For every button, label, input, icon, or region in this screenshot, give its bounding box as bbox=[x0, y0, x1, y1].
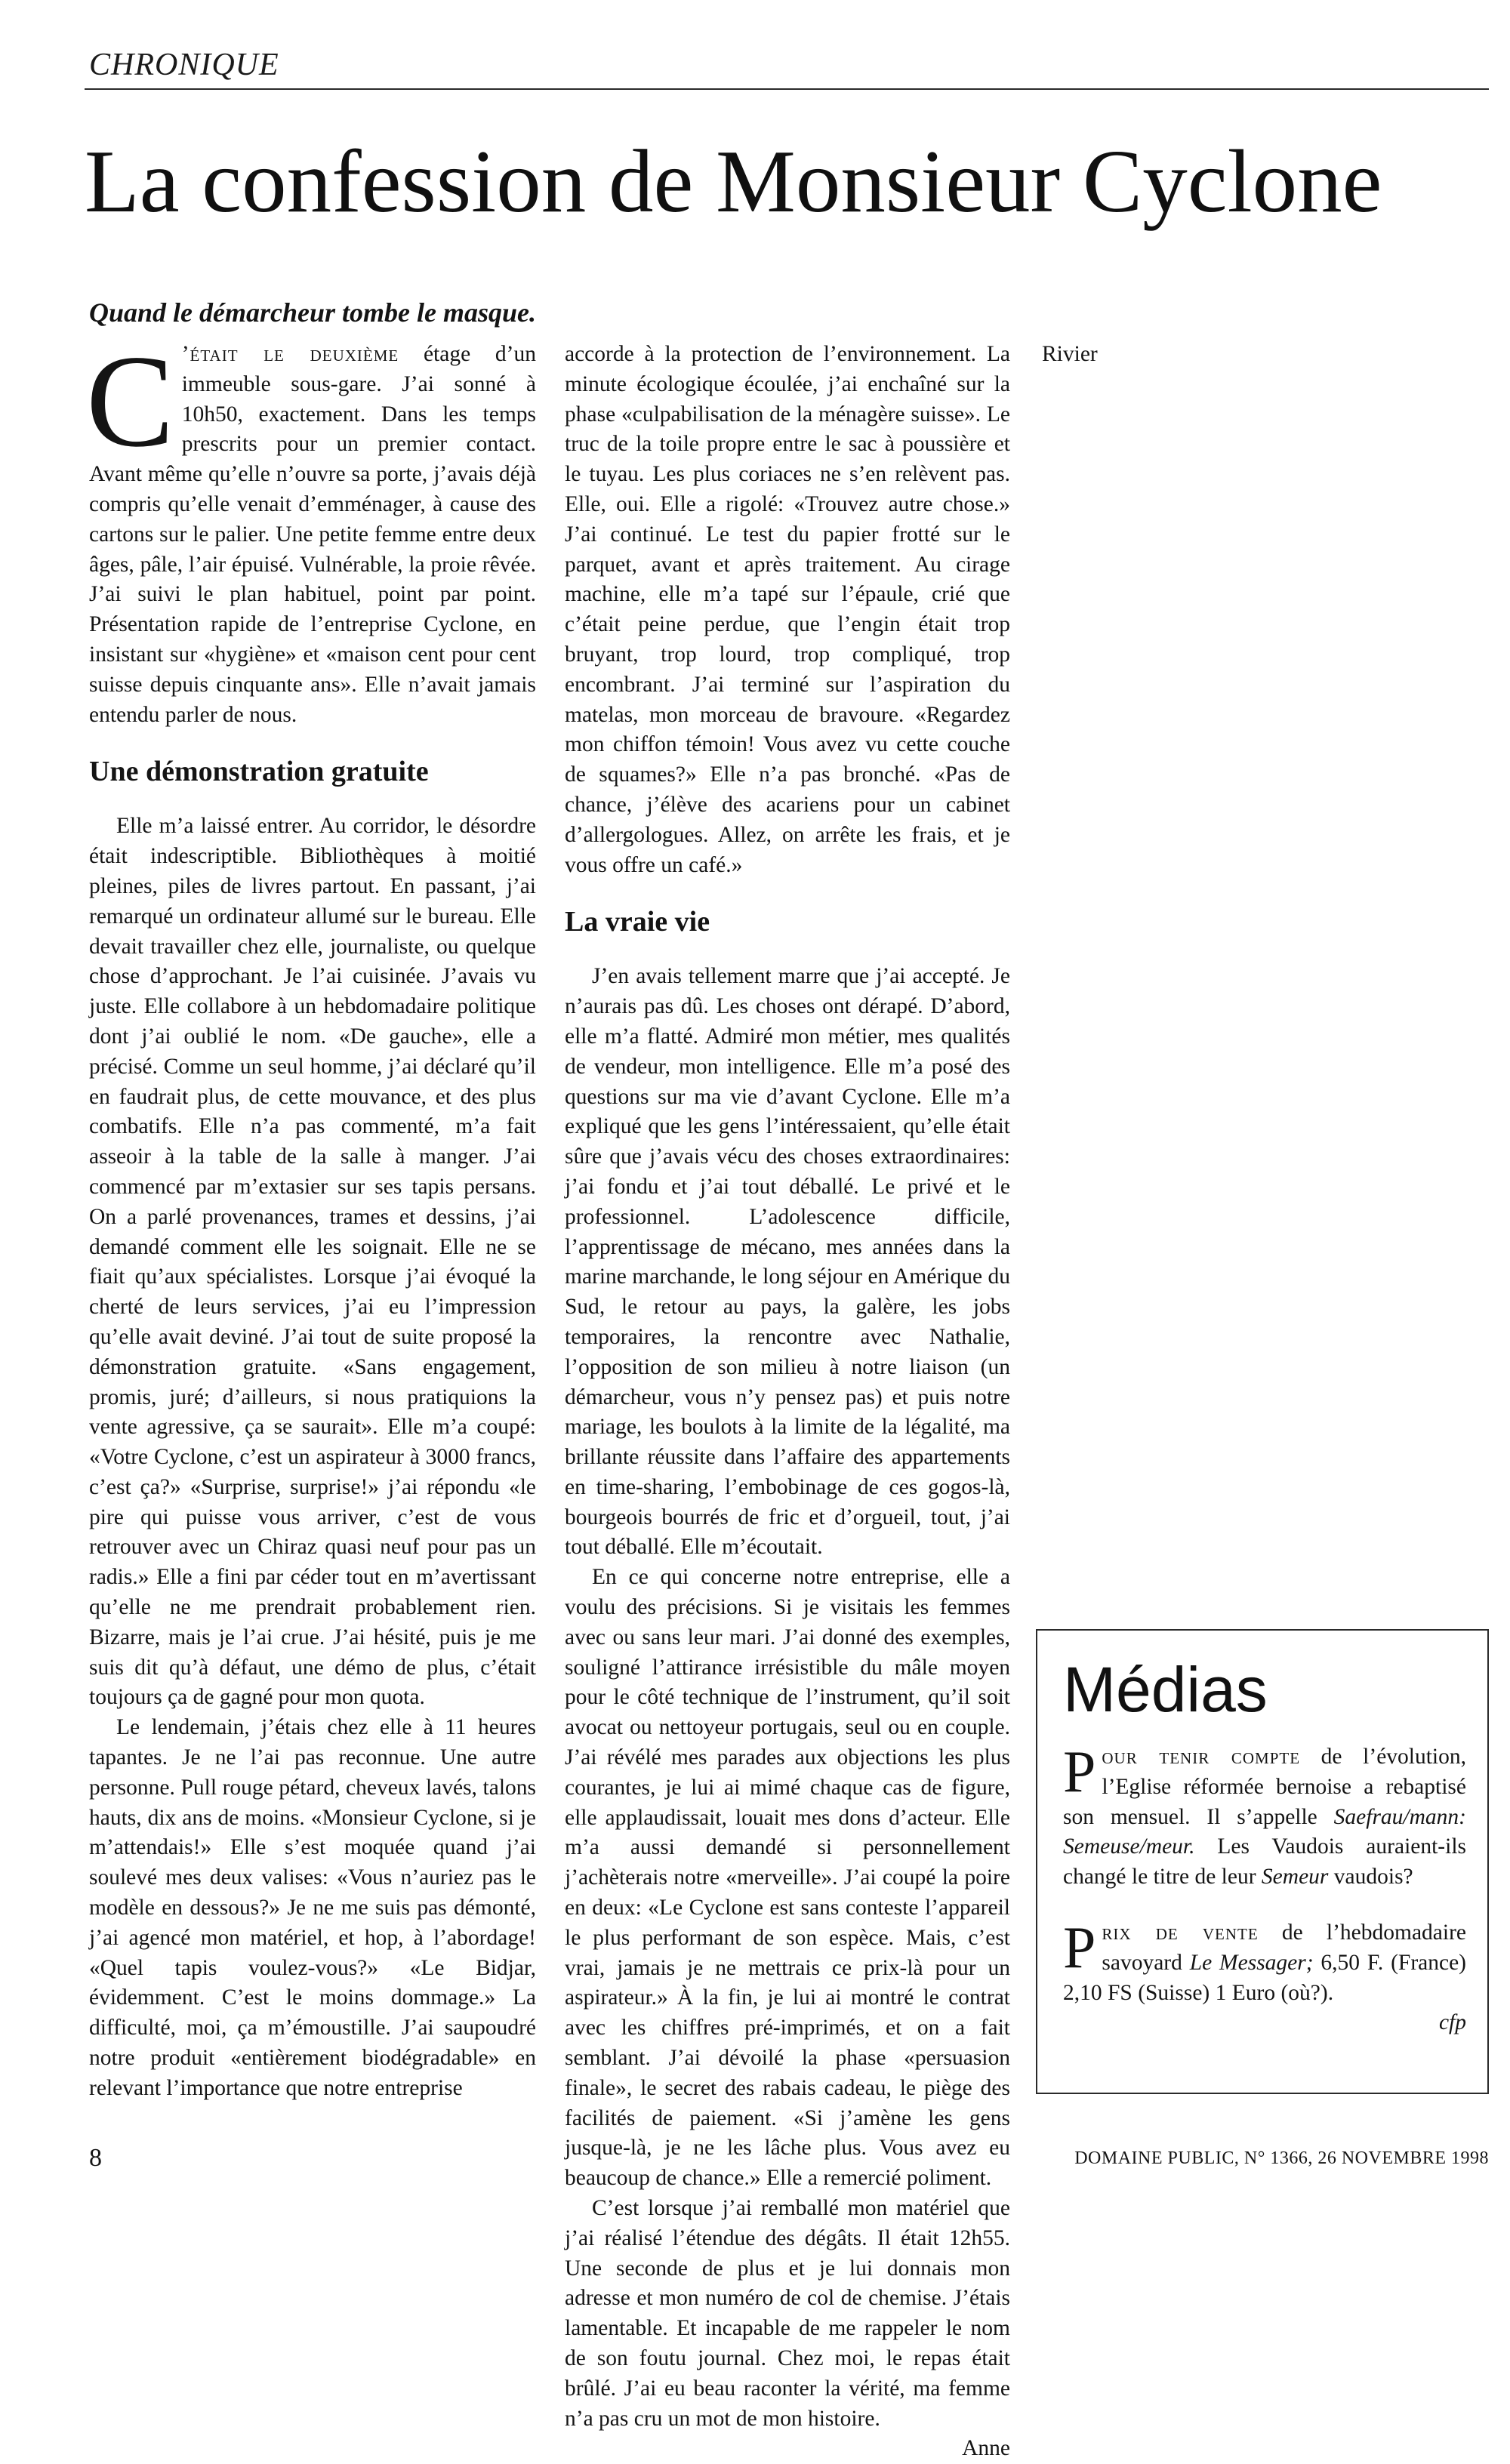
item-text: vaudois? bbox=[1328, 1865, 1413, 1890]
article-author-cont: Rivier bbox=[1042, 342, 1098, 366]
article-column-1 bbox=[86, 328, 536, 2104]
lead-smallcaps: rix de vente bbox=[1102, 1920, 1259, 1945]
lead-smallcaps: ’était le deuxième bbox=[181, 342, 399, 366]
publication-footer: DOMAINE PUBLIC, N° 1366, 26 NOVEMBRE 1998 bbox=[1074, 2148, 1489, 2168]
article-paragraph-5: En ce qui concerne notre entreprise, elle a voulu des précisions. Si je visitais les femmes avec ou sans leur mari. J’ai donné des exemples, souligné l’attirance irrésistible du mâle moyen pour le côté technique de l’instrument, qu’il soit avocat ou nettoyeur portugais, seul ou en couple. J’ai révélé mes parades aux objections les plus courantes, je lui ai mimé chaque cas de figure, elle applaudissait, louait mes dons d’acteur. Elle m’a aussi demandé si personnellement j’achèterais notre «merveille». J’ai coupé la poire en deux: «Le Cyclone est sans conteste l’appareil le plus performant de son espèce. Mais, c’est vrai, jamais je ne mettrais ce prix-là pour un aspirateur.» À la fin, je lui ai montré le contrat avec les chiffres pré-imprimés, et on a fait semblant. J’ai dévoilé la phase «persuasion finale», le secret des rabais cadeau, le piège des facilités de paiement. «Si j’amène les gens jusque-là, je ne les lâche plus. Vous avez eu beaucoup de chance.» Elle a remercié poliment. bbox=[565, 1565, 1010, 2191]
article-paragraph-3-cont: accorde à la protection de l’environnement. La minute écologique écoulée, j’ai enchaîné sur la phase «culpabilisation de la ménagère suisse». Le truc de la toile propre entre le sac à poussière et le tuyau. Les plus coriaces ne s’en relèvent pas. Elle, oui. Elle a rigolé: «Trouvez autre chose.» J’ai continué. Le test du papier frotté sur le parquet, avant et après traitement. Au cirage machine, elle m’a tapé sur l’épaule, crié que c’était peine perdue, que l’engin était trop bruyant, trop lourd, trop compliqué, trop encombrant. J’ai terminé sur l’aspiration du matelas, mon morceau de bravoure. «Regardez mon chiffon témoin! Vous avez vu cette couche de squames?» Elle n’a pas bronché. «Pas de chance, j’élève des acariens pour un cabinet d’allergologues. Allez, on arrête les frais, et je vous offre un café.» bbox=[565, 342, 1010, 877]
medias-box bbox=[1036, 1629, 1489, 2094]
lead-smallcaps: our tenir compte bbox=[1102, 1745, 1301, 1769]
rubric-divider bbox=[85, 88, 1489, 90]
drop-cap: P bbox=[1063, 1914, 1096, 1980]
article-author: Anne bbox=[962, 2436, 1010, 2461]
item-text: Les Vaudois auraient-ils changé le titre de leur bbox=[1063, 1834, 1466, 1890]
item-italic: Semeur bbox=[1261, 1865, 1329, 1890]
section-rubric: CHRONIQUE bbox=[89, 48, 279, 82]
article-subhead: Quand le démarcheur tombe le masque. bbox=[89, 297, 536, 328]
article-paragraph-1 bbox=[86, 328, 536, 730]
paragraph-text: étage d’un immeuble sous-gare. J’ai sonné à 10h50, exactement. Dans les temps prescrits pour un premier contact. Avant même qu’elle n’ouvre sa porte, j’avais déjà compris qu’elle venait d’emménager, à cause des cartons sur le palier. Une petite femme entre deux âges, pâle, l’air épuisé. Vulnérable, la proie rêvée. J’ai suivi le plan habituel, point par point. Présentation rapide de l’entreprise Cyclone, en insistant sur «hygiène» et «maison cent pour cent suisse depuis cinquante ans». Elle n’avait jamais entendu parler de nous. bbox=[89, 342, 536, 727]
medias-title: Médias bbox=[1063, 1654, 1268, 1725]
item-text: 6,50 F. (France) 2,10 FS (Suisse) 1 Euro (où?). bbox=[1063, 1950, 1467, 2005]
section-heading-vraie-vie: La vraie vie bbox=[565, 906, 710, 938]
item-text: de l’évolution, l’Eglise réformée bernoise a rebaptisé son mensuel. Il s’appelle bbox=[1063, 1745, 1466, 1829]
article-paragraph-6: C’est lorsque j’ai remballé mon matériel que j’ai réalisé l’étendue des dégâts. Il était 12h55. Une seconde de plus et je lui donnais mon adresse et mon numéro de col de chemise. J’étais lamentable. Et incapable de me rappeler le nom de son foutu journal. Chez moi, le repas était brûlé. J’ai eu beau raconter la vérité, ma femme n’a pas cru un mot de mon histoire. bbox=[565, 2196, 1010, 2431]
article-headline: La confession de Monsieur Cyclone bbox=[85, 131, 1382, 231]
medias-item-2 bbox=[1063, 1914, 1467, 2008]
drop-cap: C bbox=[86, 328, 174, 474]
item-italic: Saefrau/mann: Semeuse/meur. bbox=[1063, 1804, 1466, 1859]
article-column-3 bbox=[1042, 340, 1487, 370]
article-paragraph-4: J’en avais tellement marre que j’ai accepté. Je n’aurais pas dû. Les choses ont dérapé. D’abord, elle m’a flatté. Admiré mon métier, mes qualités de vendeur, mon intelligence. Elle m’a posé des questions sur ma vie d’avant Cyclone. Elle m’a expliqué que les gens l’intéressaient, qu’elle était sûre que j’avais vécu des choses extraordinaires: j’ai fondu et j’ai tout déballé. Le privé et le professionnel. L’adolescence difficile, l’apprentissage de mécano, mes années dans la marine marchande, le long séjour en Amérique du Sud, le retour au pays, la galère, les jobs temporaires, la rencontre avec Nathalie, l’opposition de son milieu à notre liaison (un démarcheur, vous n’y pensez pas) et puis notre mariage, les boulots à la limite de la légalité, ma brillante réussite dans l’affaire des appartements en time-sharing, l’embobinage de ces gogos-là, bourgeois bourrés de fric et d’orgueil, tout, j’ai tout déballé. Elle m’écoutait. bbox=[565, 964, 1010, 1560]
article-paragraph-2: Elle m’a laissé entrer. Au corridor, le désordre était indescriptible. Bibliothèques à moitié pleines, piles de livres partout. En passant, j’ai remarqué un ordinateur allumé sur le bureau. Elle devait travailler chez elle, journaliste, ou quelque chose d’approchant. Je l’ai cuisinée. J’avais vu juste. Elle collabore à un hebdomadaire politique dont j’ai oublié le nom. «De gauche», elle a précisé. Comme un seul homme, j’ai déclaré qu’il en faudrait plus, de cette mouvance, et des plus combatifs. Elle n’a pas commenté, m’a fait asseoir à la table de la salle à manger. J’ai commencé par m’extasier sur ses tapis persans. On a parlé provenances, trames et dessins, j’ai demandé comment elle les soignait. Elle ne se fiait qu’aux spécialistes. Lorsque j’ai évoqué la cherté de leurs services, j’ai eu l’impression qu’elle avait deviné. J’ai tout de suite proposé la démonstration gratuite. «Sans engagement, promis, juré; d’ailleurs, si nous pratiquions la vente agressive, ça se saurait». Elle m’a coupé: «Votre Cyclone, c’est un aspirateur à 3000 francs, c’est ça?» «Surprise, surprise!» j’ai répondu «le pire qui puisse vous arriver, c’est de vous retrouver avec un Chiraz quasi neuf pour pas un radis.» Elle a fini par céder tout en m’avertissant qu’elle ne me prendrait probablement rien. Bizarre, mais je l’ai crue. J’ai hésité, puis je me suis dit qu’à défaut, une démo de plus, c’était toujours ça de gagné pour mon quota. bbox=[89, 814, 536, 1710]
medias-item-1 bbox=[1063, 1739, 1466, 1893]
page-number: 8 bbox=[89, 2144, 102, 2172]
medias-credit: cfp bbox=[1438, 2010, 1466, 2035]
item-text: de l’hebdomadaire savoyard bbox=[1102, 1920, 1466, 1975]
section-heading-demonstration: Une démonstration gratuite bbox=[89, 756, 429, 788]
item-italic: Le Messager; bbox=[1189, 1950, 1314, 1975]
article-column-2 bbox=[565, 340, 1010, 2464]
drop-cap: P bbox=[1063, 1739, 1096, 1804]
article-paragraph-3: Le lendemain, j’étais chez elle à 11 heures tapantes. Je ne l’ai pas reconnue. Une autre personne. Pull rouge pétard, cheveux lavés, talons hauts, dix ans de moins. «Monsieur Cyclone, si je m’attendais!» Elle s’est moquée quand j’ai soulevé mes deux valises: «Vous n’auriez pas le modèle en dessous?» Je ne me suis pas démonté, j’ai agencé mon matériel, et hop, à l’abordage! «Quel tapis voulez-vous?» «Le Bidjar, évidemment. C’est le moins dommage.» La difficulté, moi, ça m’émoustille. J’ai saupoudré notre produit «entièrement biodégradable» en relevant l’importance que notre entreprise bbox=[89, 1715, 536, 2100]
